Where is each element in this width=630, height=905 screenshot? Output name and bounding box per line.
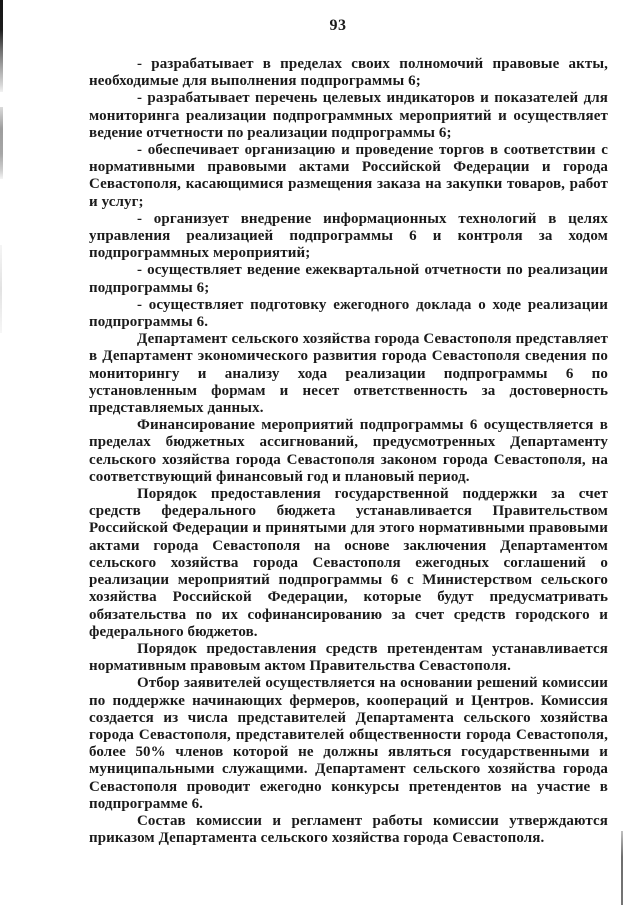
paragraph: - осуществляет ведение ежеквартальной отчетности по реализации подпрограммы 6;	[89, 262, 608, 296]
paragraph: Департамент сельского хозяйства города Севастополя представляет в Департамент экономического развития города Севастополя сведения по мониторингу и анализу хода реализации подпрограммы 6 по установленным формам и несет ответственность за достоверность представляемых данных.	[89, 331, 608, 417]
scan-edge-artifact-faint	[0, 245, 2, 333]
scan-edge-artifact-top	[0, 0, 3, 92]
document-body	[89, 56, 608, 847]
paragraph: Состав комиссии и регламент работы комиссии утверждаются приказом Департамента сельского хозяйства города Севастополя.	[89, 812, 608, 847]
paragraph: - осуществляет подготовку ежегодного доклада о ходе реализации подпрограммы 6.	[89, 296, 608, 331]
scan-edge-artifact-mid	[0, 107, 3, 179]
paragraph: Порядок предоставления государственной поддержки за счет средств федерального бюджета устанавливается Правительством Российской Федерации и принятыми для этого нормативными правовыми актами города Севастополя на основе заключения Департаментом сельского хозяйства города Севастополя ежегодных соглашений о реализации мероприятий подпрограммы 6 с Министерством сельского хозяйства Российской Федерации, которые будут предусматривать обязательства по их софинансированию за счет средств городского и федерального бюджетов.	[89, 486, 608, 640]
paragraph: Отбор заявителей осуществляется на основании решений комиссии по поддержке начинающих фермеров, коопераций и Центров. Комиссия создается из числа представителей Департамента сельского хозяйства города Севастополя, представителей общественности города Севастополя, более 50% членов которой не должны являться государственными и муниципальными служащими. Департамент сельского хозяйства города Севастополя проводит ежегодно конкурсы претендентов на участие в подпрограмме 6.	[89, 675, 608, 812]
page-number: 93	[329, 17, 347, 34]
paragraph: - организует внедрение информационных технологий в целях управления реализацией подпрограммы 6 и контроля за ходом подпрограммных мероприятий;	[89, 210, 608, 262]
paragraph: Порядок предоставления средств претендентам устанавливается нормативным правовым актом Правительства Севастополя.	[89, 640, 608, 675]
paragraph: - разрабатывает перечень целевых индикаторов и показателей для мониторинга реализации подпрограммных мероприятий и осуществляет ведение отчетности по реализации подпрограммы 6;	[89, 90, 608, 141]
scan-corner-line-artifact	[621, 831, 623, 905]
paragraph: Финансирование мероприятий подпрограммы 6 осуществляется в пределах бюджетных ассигнований, предусмотренных Департаменту сельского хозяйства города Севастополя законом города Севастополя, на соответствующий финансовый год и плановый период.	[89, 417, 608, 485]
paragraph: - обеспечивает организацию и проведение торгов в соответствии с нормативными правовыми актами Российской Федерации и города Севастополя, касающимися размещения заказа на закупки товаров, работ и услуг;	[89, 142, 608, 210]
paragraph: - разрабатывает в пределах своих полномочий правовые акты, необходимые для выполнения подпрограммы 6;	[89, 56, 608, 90]
